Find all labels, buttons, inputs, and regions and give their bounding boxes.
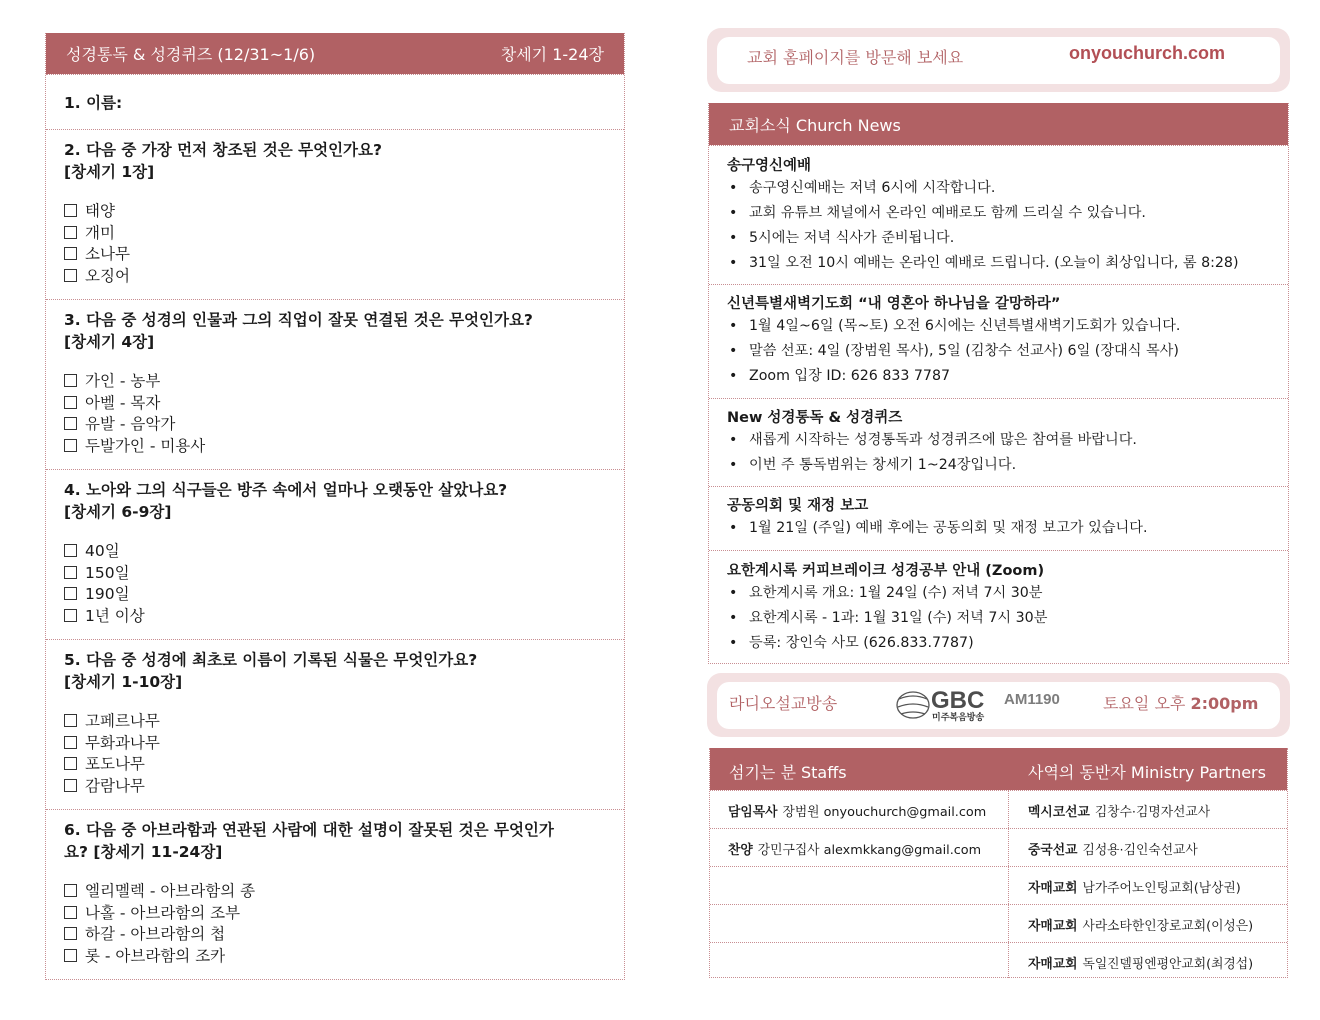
option-label: 190일 bbox=[85, 585, 130, 604]
news-item: • 요한계시록 개요: 1월 24일 (수) 저녁 7시 30분 bbox=[727, 581, 1270, 606]
radio-broadcast-banner bbox=[707, 673, 1290, 737]
gbc-logo bbox=[893, 683, 997, 723]
option-list bbox=[64, 541, 606, 628]
partner-detail: 남가주어노인팅교회(남상권) bbox=[1082, 880, 1241, 896]
checkbox[interactable] bbox=[64, 609, 77, 622]
checkbox[interactable] bbox=[64, 226, 77, 239]
partner-cell bbox=[1028, 791, 1210, 829]
logo-subtext: 미주복음방송 bbox=[932, 713, 985, 723]
news-item-list bbox=[727, 516, 1270, 541]
news-section-new-year-service bbox=[709, 145, 1288, 284]
quiz-question-2 bbox=[46, 129, 624, 299]
news-section-title: 신년특별새벽기도회 “내 영혼아 하나님을 갈망하라” bbox=[727, 296, 1061, 312]
staff-header-right: 사역의 동반자 Ministry Partners bbox=[1028, 763, 1266, 782]
news-item: • 등록: 장인숙 사모 (626.833.7787) bbox=[727, 631, 1270, 656]
checkbox[interactable] bbox=[64, 396, 77, 409]
news-item: • 새롭게 시작하는 성경통독과 성경퀴즈에 많은 참여를 바랍니다. bbox=[727, 428, 1270, 453]
schedule-time: 2:00pm bbox=[1190, 694, 1259, 713]
option-list bbox=[64, 201, 606, 288]
partner-detail: 김창수·김명자선교사 bbox=[1094, 804, 1211, 820]
partner-role: 자매교회 bbox=[1028, 880, 1078, 896]
news-item: • 31일 오전 10시 예배는 온라인 예배로 드립니다. (오늘이 최상입니다, 롬 8:28) bbox=[727, 251, 1270, 276]
option-item[interactable] bbox=[64, 711, 606, 733]
bible-quiz-panel bbox=[45, 33, 625, 980]
option-label: 무화과나무 bbox=[85, 733, 160, 752]
option-item[interactable] bbox=[64, 436, 606, 458]
name-label: 1. 이름: bbox=[64, 94, 123, 112]
option-label: 소나무 bbox=[85, 245, 130, 264]
staff-cell bbox=[728, 791, 986, 829]
option-item[interactable] bbox=[64, 266, 606, 288]
quiz-header-range: 창세기 1-24장 bbox=[500, 45, 604, 64]
question-title: 5. 다음 중 성경에 최초로 이름이 기록된 식물은 무엇인가요? bbox=[64, 651, 478, 669]
table-row bbox=[710, 828, 1287, 866]
news-item-list bbox=[727, 314, 1270, 389]
partner-detail: 사라소타한인장로교회(이성은) bbox=[1082, 918, 1254, 934]
news-item-list bbox=[727, 581, 1270, 656]
option-item[interactable] bbox=[64, 584, 606, 606]
option-item[interactable] bbox=[64, 606, 606, 628]
option-item[interactable] bbox=[64, 393, 606, 415]
checkbox[interactable] bbox=[64, 714, 77, 727]
checkbox[interactable] bbox=[64, 247, 77, 260]
option-label: 포도나무 bbox=[85, 755, 145, 774]
checkbox[interactable] bbox=[64, 374, 77, 387]
question-reference: 요? [창세기 11-24장] bbox=[64, 843, 223, 861]
question-title: 6. 다음 중 아브라함과 연관된 사람에 대한 설명이 잘못된 것은 무엇인가 bbox=[64, 821, 554, 839]
checkbox[interactable] bbox=[64, 566, 77, 579]
news-item: • 5시에는 저녁 식사가 준비됩니다. bbox=[727, 226, 1270, 251]
question-reference: [창세기 6-9장] bbox=[64, 503, 172, 521]
staff-cell bbox=[728, 867, 733, 905]
option-label: 고페르나무 bbox=[85, 712, 160, 730]
news-header-title: 교회소식 Church News bbox=[729, 115, 901, 135]
checkbox[interactable] bbox=[64, 417, 77, 430]
quiz-question-5 bbox=[46, 639, 624, 809]
checkbox[interactable] bbox=[64, 927, 77, 940]
quiz-question-6 bbox=[46, 809, 624, 979]
option-label: 40일 bbox=[85, 542, 120, 560]
homepage-label: 교회 홈페이지를 방문해 보세요 bbox=[747, 48, 964, 67]
quiz-question-4 bbox=[46, 469, 624, 639]
option-item[interactable] bbox=[64, 924, 606, 946]
news-item: • 말씀 선포: 4일 (장범원 목사), 5일 (김창수 선교사) 6일 (장대식 목사) bbox=[727, 339, 1270, 364]
partner-role: 멕시코선교 bbox=[1028, 804, 1090, 820]
table-row bbox=[710, 904, 1287, 942]
staff-cell bbox=[728, 905, 733, 943]
news-section-dawn-prayer bbox=[709, 284, 1288, 398]
option-label: 감람나무 bbox=[85, 777, 145, 796]
question-title: 4. 노아와 그의 식구들은 방주 속에서 얼마나 오랫동안 살았나요? bbox=[64, 481, 508, 499]
checkbox[interactable] bbox=[64, 779, 77, 792]
checkbox[interactable] bbox=[64, 884, 77, 897]
question-reference: [창세기 1-10장] bbox=[64, 673, 183, 691]
option-label: 하갈 - 아브라함의 첩 bbox=[85, 925, 226, 944]
news-item: • 1월 4일~6일 (목~토) 오전 6시에는 신년특별새벽기도회가 있습니다. bbox=[727, 314, 1270, 339]
option-item[interactable] bbox=[64, 223, 606, 245]
option-item[interactable] bbox=[64, 733, 606, 755]
option-item[interactable] bbox=[64, 244, 606, 266]
staff-cell bbox=[728, 829, 981, 867]
news-item-list bbox=[727, 428, 1270, 478]
partner-role: 중국선교 bbox=[1028, 842, 1078, 858]
partner-cell bbox=[1028, 943, 1253, 981]
staff-detail: 강민구집사 alexmkkang@gmail.com bbox=[757, 842, 982, 858]
checkbox[interactable] bbox=[64, 204, 77, 217]
staff-detail: 장범원 onyouchurch@gmail.com bbox=[782, 804, 987, 820]
news-section-bible-quiz bbox=[709, 398, 1288, 486]
checkbox[interactable] bbox=[64, 439, 77, 452]
option-label: 태양 bbox=[85, 202, 115, 220]
option-label: 아벨 - 목자 bbox=[85, 393, 161, 412]
news-item: • 요한계시록 - 1과: 1월 31일 (수) 저녁 7시 30분 bbox=[727, 606, 1270, 631]
partner-role: 자매교회 bbox=[1028, 918, 1078, 934]
partner-detail: 김성용·김인숙선교사 bbox=[1082, 842, 1198, 858]
checkbox[interactable] bbox=[64, 949, 77, 962]
partner-cell bbox=[1028, 905, 1253, 943]
question-title: 3. 다음 중 성경의 인물과 그의 직업이 잘못 연결된 것은 무엇인가요? bbox=[64, 311, 533, 329]
table-row bbox=[710, 866, 1287, 904]
option-label: 1년 이상 bbox=[85, 607, 145, 626]
checkbox[interactable] bbox=[64, 587, 77, 600]
checkbox[interactable] bbox=[64, 544, 77, 557]
checkbox[interactable] bbox=[64, 736, 77, 749]
staff-role: 담임목사 bbox=[728, 804, 778, 820]
partner-detail: 독일진델핑엔평안교회(최경섭) bbox=[1082, 956, 1254, 972]
schedule-day: 토요일 오후 bbox=[1103, 694, 1191, 713]
quiz-name-field[interactable] bbox=[46, 74, 624, 129]
option-list bbox=[64, 711, 606, 798]
news-section-revelation-study bbox=[709, 550, 1288, 664]
quiz-question-3 bbox=[46, 299, 624, 469]
option-item[interactable] bbox=[64, 776, 606, 798]
option-label: 150일 bbox=[85, 563, 130, 582]
radio-frequency: AM1190 bbox=[1004, 691, 1060, 708]
checkbox[interactable] bbox=[64, 757, 77, 770]
logo-text: GBC bbox=[931, 687, 985, 714]
option-item[interactable] bbox=[64, 754, 606, 776]
globe-icon bbox=[897, 692, 929, 718]
news-section-title: New 성경통독 & 성경퀴즈 bbox=[727, 410, 903, 426]
staff-header-left: 섬기는 분 Staffs bbox=[729, 763, 847, 782]
partner-role: 자매교회 bbox=[1028, 956, 1078, 972]
option-label: 가인 - 농부 bbox=[85, 372, 161, 390]
staff-header bbox=[710, 748, 1287, 790]
option-item[interactable] bbox=[64, 201, 606, 223]
option-label: 롯 - 아브라함의 조카 bbox=[85, 947, 226, 966]
option-label: 두발가인 - 미용사 bbox=[85, 437, 206, 456]
homepage-url-link[interactable]: onyouchurch.com bbox=[1069, 43, 1226, 63]
staff-role: 찬양 bbox=[728, 842, 753, 858]
option-item[interactable] bbox=[64, 563, 606, 585]
table-row bbox=[710, 942, 1287, 978]
news-section-title: 요한계시록 커피브레이크 성경공부 안내 (Zoom) bbox=[727, 563, 1045, 579]
checkbox[interactable] bbox=[64, 906, 77, 919]
homepage-banner bbox=[707, 28, 1290, 92]
church-news-panel bbox=[708, 103, 1289, 664]
option-label: 나홀 - 아브라함의 조부 bbox=[85, 903, 241, 922]
partner-cell bbox=[1028, 829, 1198, 867]
radio-label: 라디오설교방송 bbox=[729, 694, 838, 713]
news-header bbox=[709, 103, 1288, 145]
news-item: • 교회 유튜브 채널에서 온라인 예배로도 함께 드리실 수 있습니다. bbox=[727, 201, 1270, 226]
option-item[interactable] bbox=[64, 903, 606, 925]
news-section-title: 공동의회 및 재정 보고 bbox=[727, 498, 869, 514]
option-label: 엘리멜렉 - 아브라함의 종 bbox=[85, 882, 256, 900]
table-row bbox=[710, 790, 1287, 828]
news-section-congregation-meeting bbox=[709, 486, 1288, 550]
option-label: 개미 bbox=[85, 223, 115, 242]
option-item[interactable] bbox=[64, 541, 606, 563]
news-item: • Zoom 입장 ID: 626 833 7787 bbox=[727, 364, 1270, 389]
quiz-header bbox=[46, 33, 624, 74]
news-section-title: 송구영신예배 bbox=[727, 158, 812, 174]
option-item[interactable] bbox=[64, 881, 606, 903]
question-reference: [창세기 1장] bbox=[64, 163, 155, 181]
option-label: 유발 - 음악가 bbox=[85, 415, 176, 434]
question-title: 2. 다음 중 가장 먼저 창조된 것은 무엇인가요? bbox=[64, 141, 382, 159]
checkbox[interactable] bbox=[64, 269, 77, 282]
partner-cell bbox=[1028, 867, 1241, 905]
question-reference: [창세기 4장] bbox=[64, 333, 155, 351]
news-item: • 송구영신예배는 저녁 6시에 시작합니다. bbox=[727, 176, 1270, 201]
news-item-list bbox=[727, 176, 1270, 276]
option-list bbox=[64, 371, 606, 458]
staff-partners-table bbox=[709, 748, 1288, 978]
option-item[interactable] bbox=[64, 414, 606, 436]
news-item: • 이번 주 통독범위는 창세기 1~24장입니다. bbox=[727, 453, 1270, 478]
quiz-header-title: 성경통독 & 성경퀴즈 (12/31~1/6) bbox=[66, 45, 316, 64]
option-item[interactable] bbox=[64, 946, 606, 968]
option-label: 오징어 bbox=[85, 267, 130, 286]
staff-cell bbox=[728, 943, 733, 981]
news-item: • 1월 21일 (주일) 예배 후에는 공동의회 및 재정 보고가 있습니다. bbox=[727, 516, 1270, 541]
radio-schedule bbox=[1103, 691, 1258, 714]
option-list bbox=[64, 881, 606, 968]
option-item[interactable] bbox=[64, 371, 606, 393]
